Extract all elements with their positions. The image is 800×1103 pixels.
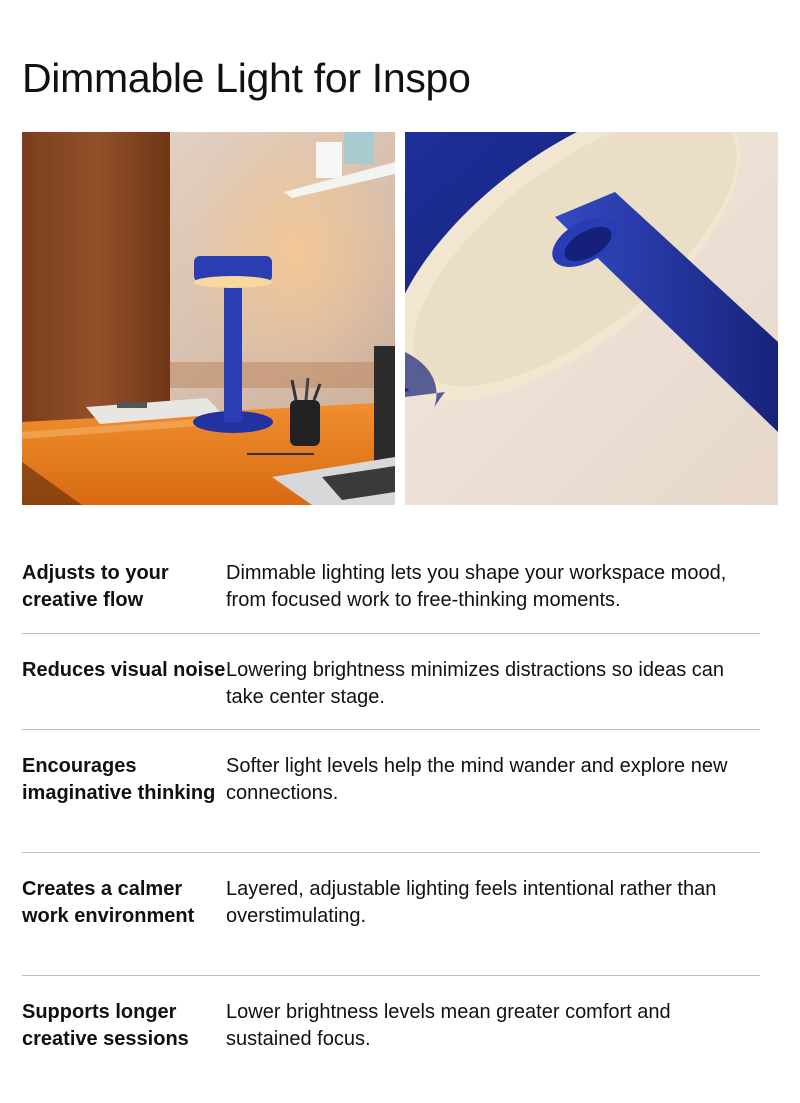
feature-label: Adjusts to your creative flow <box>22 562 169 611</box>
feature-row <box>22 634 760 729</box>
feature-label: Reduces visual noise <box>22 659 226 681</box>
feature-description: Softer light levels help the mind wander and explore new connections. <box>226 755 728 804</box>
lamp-closeup-photo <box>405 132 778 505</box>
feature-description: Lower brightness levels mean greater comfort and sustained focus. <box>226 1001 671 1050</box>
feature-row <box>22 853 760 975</box>
feature-description: Layered, adjustable lighting feels intentional rather than overstimulating. <box>226 878 717 927</box>
feature-description: Dimmable lighting lets you shape your workspace mood, from focused work to free-thinking moments. <box>226 562 727 611</box>
feature-row <box>22 560 760 633</box>
feature-row <box>22 976 760 1071</box>
feature-label: Creates a calmer work environment <box>22 878 195 927</box>
feature-row <box>22 730 760 852</box>
feature-label: Supports longer creative sessions <box>22 1001 189 1050</box>
page-title: Dimmable Light for Inspo <box>22 55 471 101</box>
lamp-desk-photo <box>22 132 395 505</box>
feature-description: Lowering brightness minimizes distractions so ideas can take center stage. <box>226 659 725 708</box>
feature-list <box>22 560 760 1071</box>
feature-label: Encourages imaginative thinking <box>22 755 216 804</box>
